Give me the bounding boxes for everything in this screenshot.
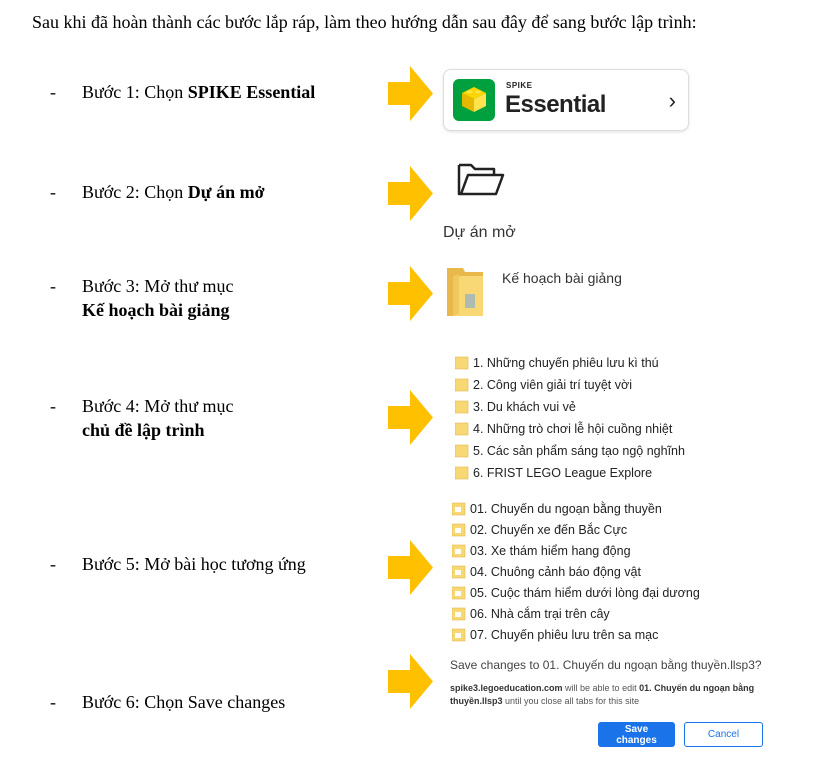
lesson-label: 06. Nhà cắm trại trên cây	[470, 607, 610, 621]
lesson-label: 05. Cuộc thám hiểm dưới lòng đại dương	[470, 586, 700, 600]
arrow-right-icon	[388, 540, 433, 595]
step-1-prefix: Bước 1: Chọn	[82, 82, 188, 102]
folder-icon[interactable]	[445, 264, 485, 319]
step-1-bold: SPIKE Essential	[187, 82, 316, 102]
folder-icon	[455, 400, 469, 414]
arrow-right-icon	[388, 654, 433, 709]
lesson-label: 04. Chuông cảnh báo động vật	[470, 565, 641, 579]
topic-folder-label: 4. Những trò chơi lễ hội cuồng nhiệt	[473, 422, 673, 436]
spike-brand-small: SPIKE	[506, 81, 533, 90]
topic-folder-list	[455, 354, 725, 484]
dialog-file: 01. Chuyến du ngoạn bằng thuyền.llsp3	[450, 683, 755, 706]
lesson-label: 07. Chuyến phiêu lưu trên sa mạc	[470, 628, 659, 642]
topic-folder-label: 3. Du khách vui vẻ	[473, 400, 576, 414]
step-5-prefix: Bước 5: Mở bài học tương ứng	[82, 554, 306, 574]
arrow-right-icon	[388, 166, 433, 221]
step-2-bold: Dự án mở	[187, 182, 265, 202]
step-dash: -	[50, 396, 56, 416]
step-dash: -	[50, 692, 56, 712]
lesson-file-icon	[452, 586, 466, 600]
spike-brand-title: Essential	[505, 91, 606, 118]
topic-folder-label: 1. Những chuyến phiêu lưu kì thú	[473, 356, 659, 370]
lesson-file-icon	[452, 565, 466, 579]
arrow-right-icon	[388, 66, 433, 121]
save-dialog-body	[450, 682, 780, 708]
step-4-prefix: Bước 4: Mở thư mục	[82, 396, 234, 416]
step-2-prefix: Bước 2: Chọn	[82, 182, 188, 202]
lesson-plan-folder-label[interactable]: Kế hoạch bài giảng	[502, 270, 622, 286]
lesson-file-icon	[452, 607, 466, 621]
folder-icon	[455, 444, 469, 458]
arrow-right-icon	[388, 266, 433, 321]
lesson-file-icon	[452, 502, 466, 516]
chevron-right-icon: ›	[668, 88, 676, 113]
lesson-file-list	[452, 500, 752, 645]
step-4-bold: chủ đề lập trình	[82, 420, 205, 440]
dialog-mid-text: will be able to edit	[562, 683, 640, 693]
topic-folder-label: 6. FRIST LEGO League Explore	[473, 466, 653, 480]
step-6-prefix: Bước 6: Chọn Save changes	[82, 692, 286, 712]
open-project-label[interactable]: Dự án mở	[443, 224, 516, 241]
lesson-label: 01. Chuyến du ngoạn bằng thuyền	[470, 502, 662, 516]
folder-open-icon[interactable]	[456, 160, 506, 200]
lesson-file-icon	[452, 523, 466, 537]
spike-essential-card[interactable]	[443, 69, 689, 131]
step-dash: -	[50, 276, 56, 296]
step-dash: -	[50, 182, 56, 202]
topic-folder-label: 5. Các sản phẩm sáng tạo ngộ nghĩnh	[473, 444, 685, 458]
cancel-button[interactable]: Cancel	[684, 722, 763, 747]
arrow-right-icon	[388, 390, 433, 445]
dialog-tail-text: until you close all tabs for this site	[502, 696, 640, 706]
spike-logo-icon	[453, 79, 495, 121]
save-changes-button[interactable]: Save changes	[598, 722, 675, 747]
folder-icon	[455, 356, 469, 370]
intro-text: Sau khi đã hoàn thành các bước lắp ráp, làm theo hướng dẫn sau đây để sang bước lập trình:	[32, 12, 697, 32]
dialog-site: spike3.legoeducation.com	[450, 683, 563, 693]
folder-icon	[455, 422, 469, 436]
lesson-file-icon	[452, 544, 466, 558]
lesson-file-icon	[452, 628, 466, 642]
lesson-label: 03. Xe thám hiểm hang động	[470, 544, 631, 558]
folder-icon	[455, 466, 469, 480]
step-dash: -	[50, 82, 56, 102]
save-dialog-title: Save changes to 01. Chuyến du ngoạn bằng thuyền.llsp3?	[450, 658, 762, 672]
lesson-label: 02. Chuyến xe đến Bắc Cực	[470, 523, 628, 537]
step-dash: -	[50, 554, 56, 574]
step-3-prefix: Bước 3: Mở thư mục	[82, 276, 234, 296]
step-3-bold: Kế hoạch bài giảng	[82, 300, 230, 320]
folder-icon	[455, 378, 469, 392]
topic-folder-label: 2. Công viên giải trí tuyệt vời	[473, 378, 632, 392]
